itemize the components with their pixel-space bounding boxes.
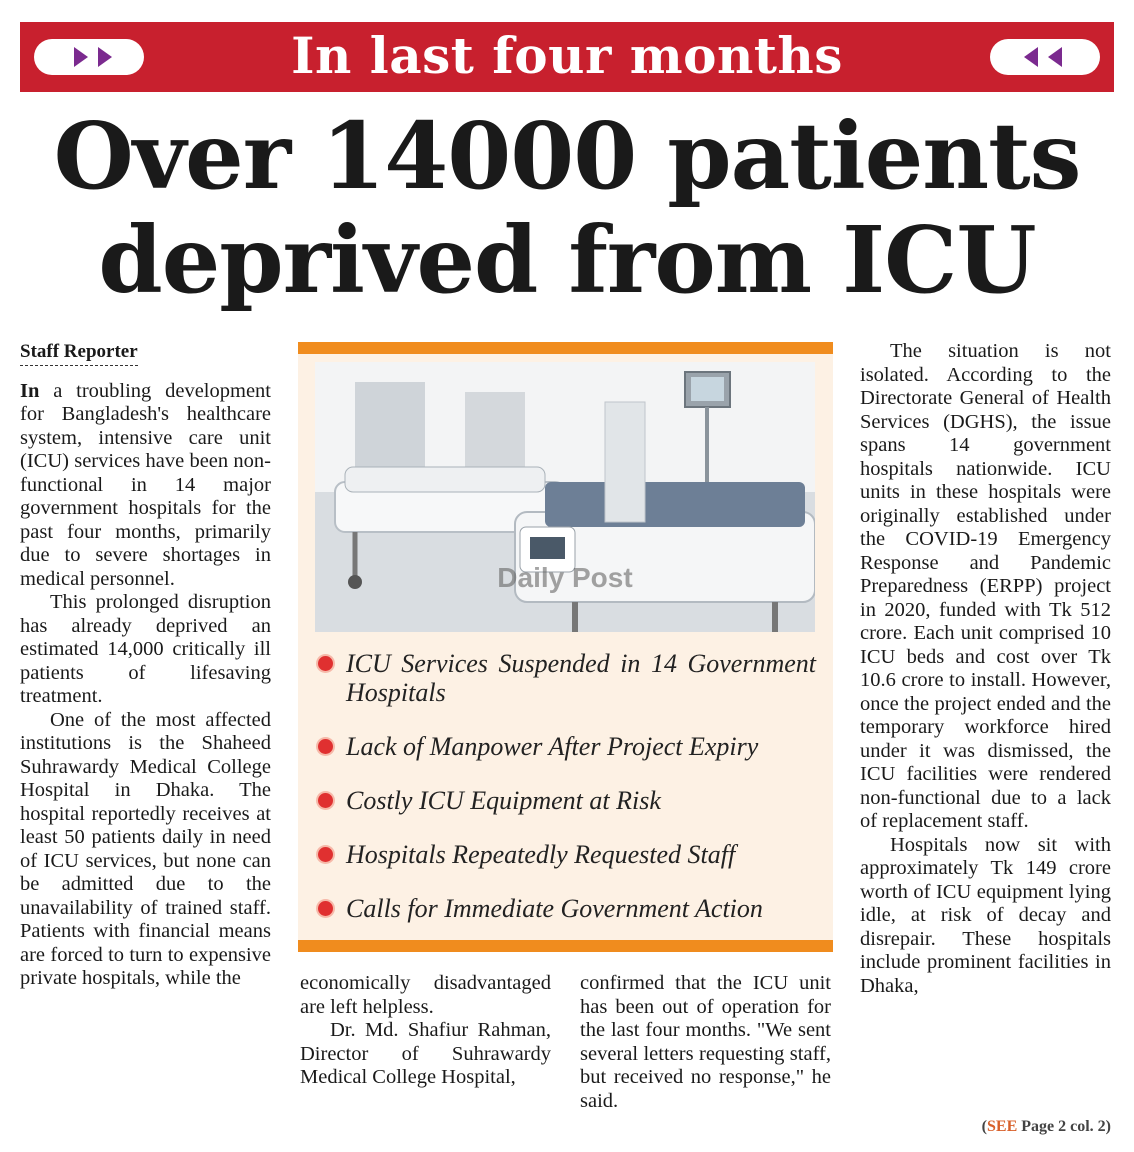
headline-line-2: deprived from ICU [98,206,1036,314]
paragraph [20,380,271,592]
icu-photo [315,362,815,632]
column-4 [860,340,1111,998]
paragraph: Dr. Md. Shafiur Rahman, Director of Suhrawardy Medical College Hospital, [300,1019,551,1088]
red-dot-icon [318,656,333,671]
jump-close: ) [1105,1118,1111,1135]
bullet-text: Hospitals Repeatedly Requested Staff [346,840,736,869]
paragraph: Hospitals now sit with approximately Tk 149 crore worth of ICU equipment lying idle, at risk of decay and disrepair. These hospitals include prominent facilities in Dhaka, [860,833,1111,997]
chevron-left-icon [1024,47,1038,67]
chevron-left-icon [1048,47,1062,67]
bullet-item [316,786,816,815]
byline: Staff Reporter [20,340,138,366]
jump-open: ( [981,1118,987,1135]
kicker-text: In last four months [291,26,843,85]
jump-page: Page 2 col. 2 [1021,1118,1106,1135]
paragraph: One of the most affected institutions is the Shaheed Suhrawardy Medical College Hospital in Dhaka. The hospital reportedly receives at least 50 patients daily in need of ICU services, but none can be admitted due to the unavailability of trained staff. Patients with financial means are forced to turn to expensive private hospitals, while the [20,708,271,989]
lead-word: In [20,379,40,402]
red-dot-icon [318,901,333,916]
bullet-list [316,649,816,948]
jump-see: SEE [987,1118,1018,1135]
bullet-item [316,649,816,707]
photo-watermark: Daily Post [497,562,633,593]
paragraph-text: a troubling development for Bangladesh's healthcare system, intensive care unit (ICU) services have been non-functional in 14 major government hospitals for the past four months, primarily due to severe shortages in medical personnel. [20,379,271,590]
paragraph: The situation is not isolated. According to the Directorate General of Health Services (DGHS), the issue spans 14 government hospitals nationwide. ICU units in these hospitals were originally established under the COVID-19 Emergency Response and Pandemic Preparedness (ERPP) project in 2020, funded with Tk 512 crore. Each unit comprised 10 ICU beds and cost over Tk 10.6 crore to install. However, once the project ended and the temporary workforce hired under it was dismissed, the ICU facilities were rendered non-functional due to a lack of replacement staff. [860,340,1111,832]
paragraph: economically disadvantaged are left helpless. [300,972,551,1018]
bullet-text: Costly ICU Equipment at Risk [346,786,661,815]
column-1 [20,340,271,991]
bullet-text: Lack of Manpower After Project Expiry [346,732,759,761]
red-dot-icon [318,793,333,808]
paragraph: confirmed that the ICU unit has been out of operation for the last four months. "We sent several letters requesting staff, but received no response," he said. [580,972,831,1112]
bullet-item [316,840,816,869]
column-3 [580,972,831,1113]
highlights-box [298,342,833,952]
jump-reference [982,1118,1111,1136]
red-dot-icon [318,847,333,862]
bullet-text: Calls for Immediate Government Action [346,894,763,923]
headline [0,104,1134,312]
paragraph: This prolonged disruption has already deprived an estimated 14,000 critically ill patients of lifesaving treatment. [20,591,271,707]
bullet-text: ICU Services Suspended in 14 Government Hospitals [346,649,816,707]
headline-line-1: Over 14000 patients [53,102,1081,210]
kicker-banner [20,22,1114,92]
bullet-item [316,732,816,761]
red-dot-icon [318,739,333,754]
column-2 [300,972,551,1090]
bullet-item [316,894,816,923]
arrow-pill-right [990,39,1100,75]
